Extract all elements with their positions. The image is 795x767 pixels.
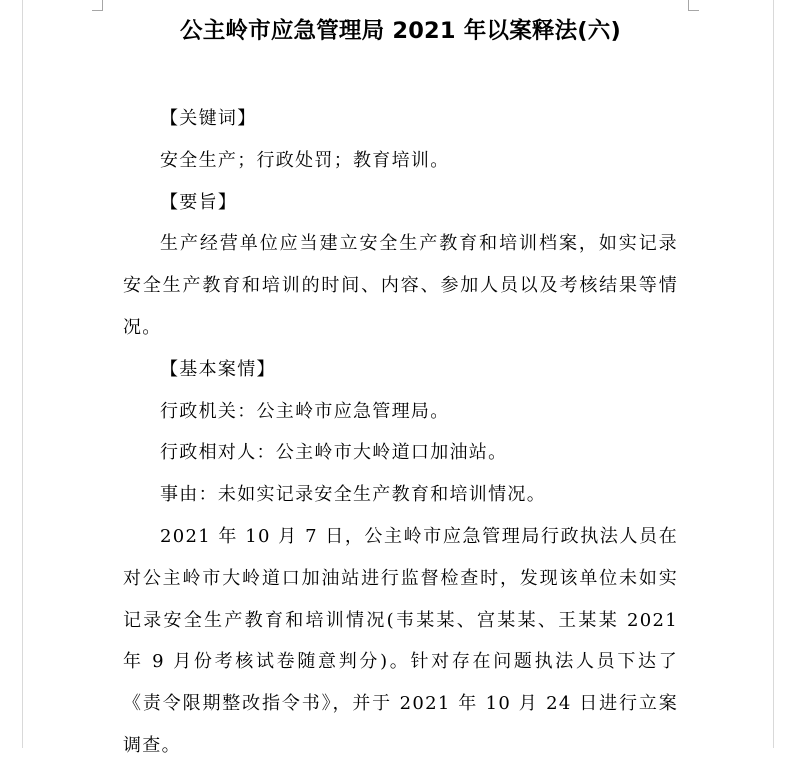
- keywords-paragraph: 安全生产；行政处罚；教育培训。: [160, 149, 450, 171]
- margin-corner-top-left: [92, 0, 103, 11]
- margin-corner-top-right: [688, 0, 699, 11]
- keywords-heading: 【关键词】: [160, 108, 257, 129]
- gist-paragraph: 生产经营单位应当建立安全生产教育和培训档案，如实记录安全生产教育和培训的时间、内容、参加人员以及考核结果等情况。: [123, 233, 678, 338]
- counterparty-paragraph: 行政相对人：公主岭市大岭道口加油站。: [160, 442, 508, 464]
- page-edge-left: [22, 0, 23, 748]
- cause-paragraph: 事由：未如实记录安全生产教育和培训情况。: [160, 484, 546, 506]
- document-body: [123, 98, 678, 767]
- case-heading: 【基本案情】: [160, 358, 276, 380]
- gist-heading: 【要旨】: [160, 191, 238, 213]
- narrative-paragraph: 2021 年 10 月 7 日，公主岭市应急管理局行政执法人员在对公主岭市大岭道口加油站进行监督检查时，发现该单位未如实记录安全生产教育和培训情况(韦某某、宫某某、王某某 2021 年 9 月份考核试卷随意判分)。针对存在问题执法人员下达了《责令限期整改指令书》，并于 2021 年 10 月 24 日进行立案调查。: [123, 525, 678, 756]
- document-page: [123, 0, 678, 767]
- authority-paragraph: 行政机关：公主岭市应急管理局。: [160, 400, 450, 422]
- page-edge-right: [773, 0, 774, 748]
- document-title: 公主岭市应急管理局 2021 年以案释法(六): [180, 18, 621, 44]
